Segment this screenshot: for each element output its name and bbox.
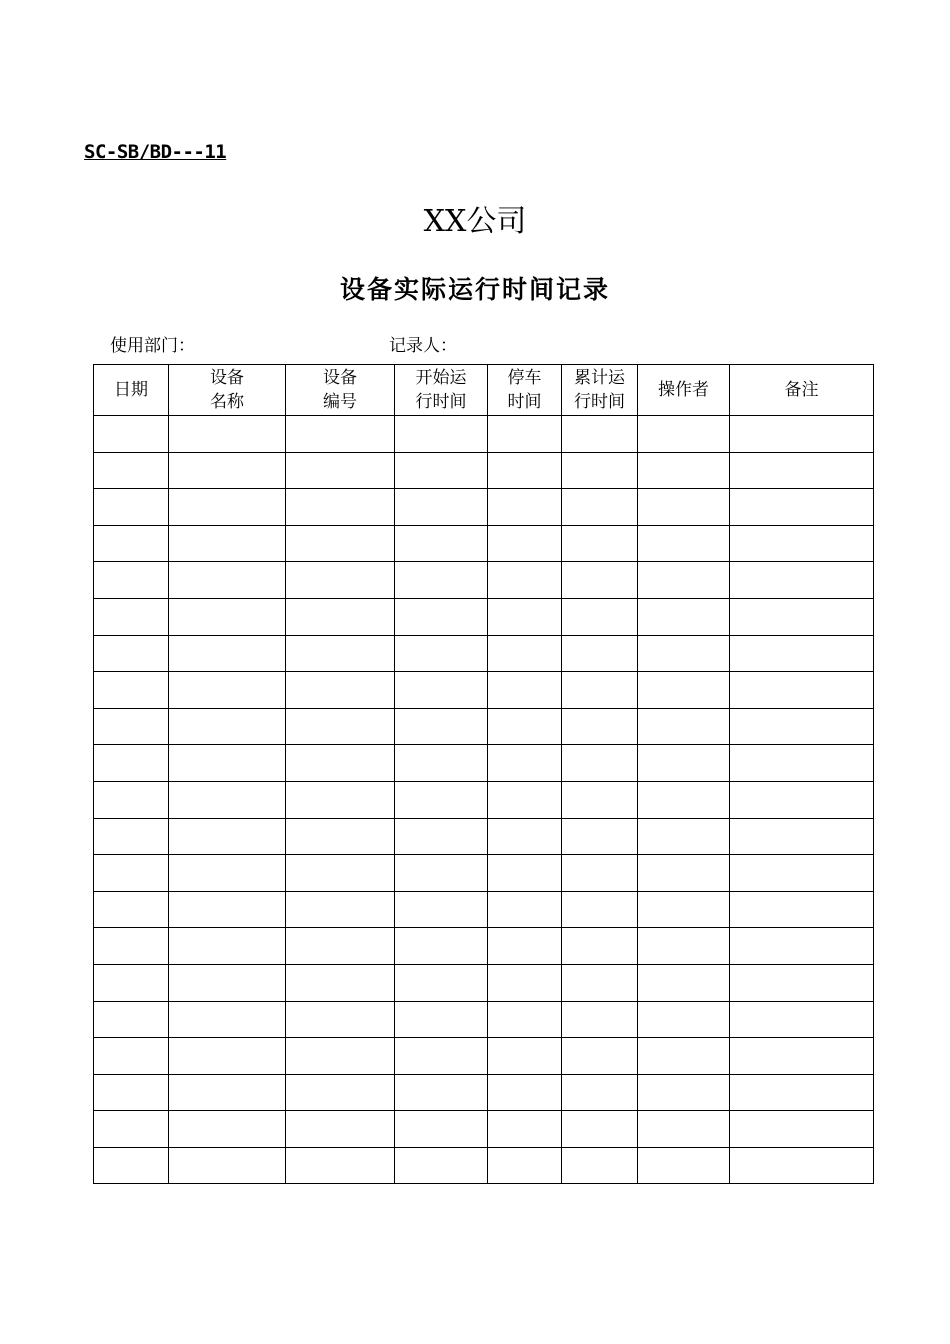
table-cell[interactable] [395,708,488,745]
table-cell[interactable] [730,672,874,709]
table-cell[interactable] [488,818,562,855]
table-row [94,928,874,965]
header-stop-time: 停车 时间 [488,365,562,416]
table-cell[interactable] [730,562,874,599]
table-cell[interactable] [286,1111,395,1148]
table-cell[interactable] [94,562,169,599]
table-cell[interactable] [562,818,638,855]
table-cell[interactable] [562,452,638,489]
table-cell[interactable] [94,1111,169,1148]
table-cell[interactable] [638,598,730,635]
table-cell[interactable] [488,928,562,965]
table-cell[interactable] [562,1038,638,1075]
table-cell[interactable] [94,964,169,1001]
table-cell[interactable] [638,489,730,526]
table-cell[interactable] [395,818,488,855]
header-operator: 操作者 [638,365,730,416]
table-cell[interactable] [395,891,488,928]
table-cell[interactable] [395,928,488,965]
table-row [94,1147,874,1184]
table-cell[interactable] [94,416,169,453]
table-cell[interactable] [395,672,488,709]
table-cell[interactable] [638,416,730,453]
table-cell[interactable] [169,708,286,745]
table-cell[interactable] [730,598,874,635]
table-cell[interactable] [562,562,638,599]
table-header-row [94,365,874,416]
table-cell[interactable] [562,489,638,526]
table-cell[interactable] [286,416,395,453]
table-cell[interactable] [488,598,562,635]
table-cell[interactable] [730,1147,874,1184]
table-cell[interactable] [286,745,395,782]
table-cell[interactable] [395,525,488,562]
table-cell[interactable] [562,708,638,745]
table-cell[interactable] [395,745,488,782]
table-cell[interactable] [638,855,730,892]
table-cell[interactable] [395,452,488,489]
table-row [94,452,874,489]
table-cell[interactable] [488,1001,562,1038]
table-cell[interactable] [286,964,395,1001]
table-cell[interactable] [488,525,562,562]
table-cell[interactable] [94,1074,169,1111]
table-cell[interactable] [638,1147,730,1184]
table-cell[interactable] [562,964,638,1001]
table-row [94,818,874,855]
table-cell[interactable] [169,891,286,928]
table-cell[interactable] [638,672,730,709]
form-title: 设备实际运行时间记录 [339,275,610,304]
table-cell[interactable] [94,525,169,562]
table-cell[interactable] [488,964,562,1001]
table-cell[interactable] [730,1038,874,1075]
table-cell[interactable] [638,1001,730,1038]
table-cell[interactable] [638,635,730,672]
document-code: SC-SB/BD---11 [84,141,227,163]
table-cell[interactable] [562,598,638,635]
table-cell[interactable] [562,416,638,453]
table-cell[interactable] [395,1111,488,1148]
table-cell[interactable] [395,489,488,526]
department-label: 使用部门： [110,336,195,356]
table-cell[interactable] [730,1111,874,1148]
table-row [94,525,874,562]
table-cell[interactable] [562,855,638,892]
table-cell[interactable] [286,452,395,489]
table-cell[interactable] [488,416,562,453]
table-cell[interactable] [395,1074,488,1111]
table-cell[interactable] [286,818,395,855]
table-cell[interactable] [488,1147,562,1184]
table-row [94,855,874,892]
table-cell[interactable] [286,928,395,965]
table-row [94,1074,874,1111]
table-cell[interactable] [638,928,730,965]
table-row [94,1111,874,1148]
header-start-time: 开始运 行时间 [395,365,488,416]
table-cell[interactable] [169,1074,286,1111]
table-cell[interactable] [638,562,730,599]
table-cell[interactable] [562,1001,638,1038]
table-cell[interactable] [94,672,169,709]
table-cell[interactable] [94,818,169,855]
table-cell[interactable] [730,964,874,1001]
table-cell[interactable] [169,1111,286,1148]
table-cell[interactable] [286,489,395,526]
table-cell[interactable] [286,708,395,745]
table-cell[interactable] [488,1038,562,1075]
header-equipment-number: 设备 编号 [286,365,395,416]
table-cell[interactable] [488,1074,562,1111]
table-cell[interactable] [169,598,286,635]
header-equipment-name: 设备 名称 [169,365,286,416]
table-cell[interactable] [730,452,874,489]
table-row [94,781,874,818]
table-cell[interactable] [730,818,874,855]
table-cell[interactable] [562,928,638,965]
table-cell[interactable] [730,416,874,453]
header-date: 日期 [94,365,169,416]
table-cell[interactable] [638,452,730,489]
table-cell[interactable] [94,598,169,635]
table-cell[interactable] [169,1147,286,1184]
table-cell[interactable] [730,781,874,818]
table-cell[interactable] [286,891,395,928]
company-name: XX公司 [423,204,527,239]
header-cumulative-time: 累计运 行时间 [562,365,638,416]
table-cell[interactable] [730,1074,874,1111]
table-cell[interactable] [286,1038,395,1075]
table-cell[interactable] [94,489,169,526]
table-row [94,745,874,782]
table-cell[interactable] [94,891,169,928]
table-cell[interactable] [395,855,488,892]
table-cell[interactable] [169,818,286,855]
table-cell[interactable] [488,855,562,892]
table-row [94,672,874,709]
table-cell[interactable] [169,416,286,453]
table-cell[interactable] [638,1074,730,1111]
recorder-label: 记录人： [389,336,457,356]
table-cell[interactable] [169,855,286,892]
table-cell[interactable] [94,1147,169,1184]
table-cell[interactable] [730,635,874,672]
table-cell[interactable] [562,1074,638,1111]
table-row [94,1038,874,1075]
table-cell[interactable] [94,1038,169,1075]
table-cell[interactable] [730,928,874,965]
table-cell[interactable] [562,525,638,562]
table-cell[interactable] [169,781,286,818]
table-row [94,635,874,672]
table-cell[interactable] [286,855,395,892]
table-cell[interactable] [638,818,730,855]
table-cell[interactable] [94,855,169,892]
table-cell[interactable] [395,1147,488,1184]
table-cell[interactable] [638,745,730,782]
table-cell[interactable] [395,964,488,1001]
table-cell[interactable] [286,525,395,562]
table-cell[interactable] [488,745,562,782]
table-cell[interactable] [169,635,286,672]
table-cell[interactable] [488,672,562,709]
table-cell[interactable] [730,1001,874,1038]
table-cell[interactable] [488,1111,562,1148]
table-cell[interactable] [730,891,874,928]
table-cell[interactable] [169,562,286,599]
table-cell[interactable] [730,855,874,892]
table-row [94,489,874,526]
table-cell[interactable] [395,1001,488,1038]
table-cell[interactable] [94,1001,169,1038]
table-cell[interactable] [638,1038,730,1075]
table-cell[interactable] [286,635,395,672]
table-cell[interactable] [562,745,638,782]
table-cell[interactable] [730,745,874,782]
table-cell[interactable] [488,781,562,818]
table-cell[interactable] [169,1038,286,1075]
table-cell[interactable] [169,489,286,526]
table-row [94,891,874,928]
table-cell[interactable] [395,781,488,818]
table-cell[interactable] [638,1111,730,1148]
table-cell[interactable] [395,1038,488,1075]
table-cell[interactable] [395,635,488,672]
table-row [94,708,874,745]
table-cell[interactable] [169,928,286,965]
table-cell[interactable] [286,598,395,635]
table-cell[interactable] [395,416,488,453]
table-cell[interactable] [488,891,562,928]
table-cell[interactable] [169,525,286,562]
table-cell[interactable] [562,1111,638,1148]
table-cell[interactable] [488,452,562,489]
table-cell[interactable] [94,928,169,965]
table-cell[interactable] [562,891,638,928]
table-cell[interactable] [488,635,562,672]
table-cell[interactable] [169,452,286,489]
table-cell[interactable] [395,562,488,599]
table-cell[interactable] [730,489,874,526]
table-cell[interactable] [94,708,169,745]
table-cell[interactable] [638,781,730,818]
table-cell[interactable] [94,452,169,489]
table-row [94,1001,874,1038]
table-cell[interactable] [638,964,730,1001]
table-cell[interactable] [638,891,730,928]
table-cell[interactable] [94,745,169,782]
table-cell[interactable] [562,1147,638,1184]
table-cell[interactable] [488,489,562,526]
table-cell[interactable] [286,781,395,818]
table-cell[interactable] [169,745,286,782]
table-cell[interactable] [562,672,638,709]
table-cell[interactable] [638,708,730,745]
table-cell[interactable] [730,525,874,562]
table-cell[interactable] [562,635,638,672]
table-row [94,416,874,453]
table-cell[interactable] [562,781,638,818]
table-cell[interactable] [169,964,286,1001]
table-cell[interactable] [286,1001,395,1038]
table-cell[interactable] [94,781,169,818]
table-cell[interactable] [395,598,488,635]
table-cell[interactable] [730,708,874,745]
record-table [93,364,874,1184]
table-row [94,964,874,1001]
table-row [94,598,874,635]
table-cell[interactable] [286,1074,395,1111]
table-cell[interactable] [169,1001,286,1038]
table-cell[interactable] [638,525,730,562]
table-cell[interactable] [94,635,169,672]
table-cell[interactable] [488,562,562,599]
table-cell[interactable] [169,672,286,709]
table-cell[interactable] [286,562,395,599]
table-body [94,416,874,1184]
table-cell[interactable] [286,672,395,709]
table-cell[interactable] [488,708,562,745]
table-cell[interactable] [286,1147,395,1184]
header-remarks: 备注 [730,365,874,416]
table-row [94,562,874,599]
